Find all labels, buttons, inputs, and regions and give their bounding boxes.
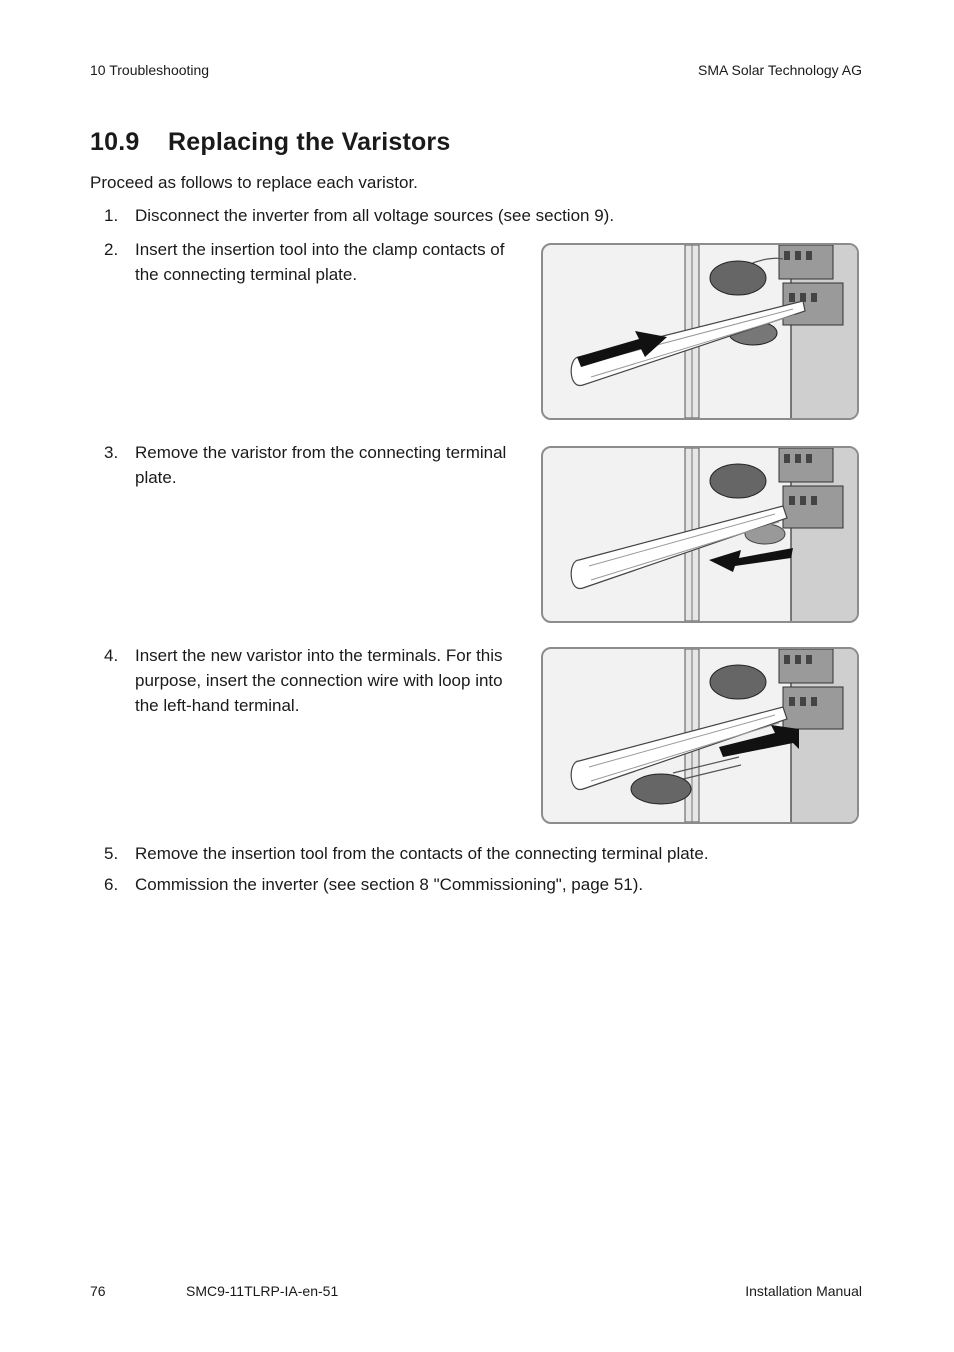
arrow-left-icon [709,548,793,572]
step-number: 1. [104,206,119,225]
figure-insert-varistor [541,647,859,824]
page-number: 76 [90,1283,106,1299]
manual-type: Installation Manual [745,1283,862,1299]
step-number: 3. [104,443,119,462]
section-title: Replacing the Varistors [168,128,451,156]
figure-insert-tool [541,243,859,420]
running-header-company: SMA Solar Technology AG [698,62,862,78]
terminal-block-upper [779,245,833,279]
varistor-new [631,774,691,804]
figure-remove-varistor [541,446,859,623]
step-number: 4. [104,646,119,665]
step-text: Remove the insertion tool from the contacts of the connecting terminal plate. [135,844,709,863]
document-id: SMC9-11TLRP-IA-en-51 [186,1283,339,1299]
section-heading [90,128,450,157]
intro-text: Proceed as follows to replace each varistor. [90,173,418,192]
step-text: Commission the inverter (see section 8 "Commissioning", page 51). [135,875,644,894]
step-text: Disconnect the inverter from all voltage sources (see section 9). [135,206,615,225]
running-header-chapter: 10 Troubleshooting [90,62,210,78]
step-text: Insert the new varistor into the terminals. For this purpose, insert the connection wire with loop into the left-hand terminal. [135,646,503,715]
step-number: 6. [104,875,119,894]
step-text: Remove the varistor from the connecting terminal plate. [135,443,507,487]
step-text: Insert the insertion tool into the clamp contacts of the connecting terminal plate. [135,240,505,284]
varistor-upper [710,261,766,295]
section-number: 10.9 [90,128,140,156]
step-number: 5. [104,844,119,863]
step-number: 2. [104,240,119,259]
